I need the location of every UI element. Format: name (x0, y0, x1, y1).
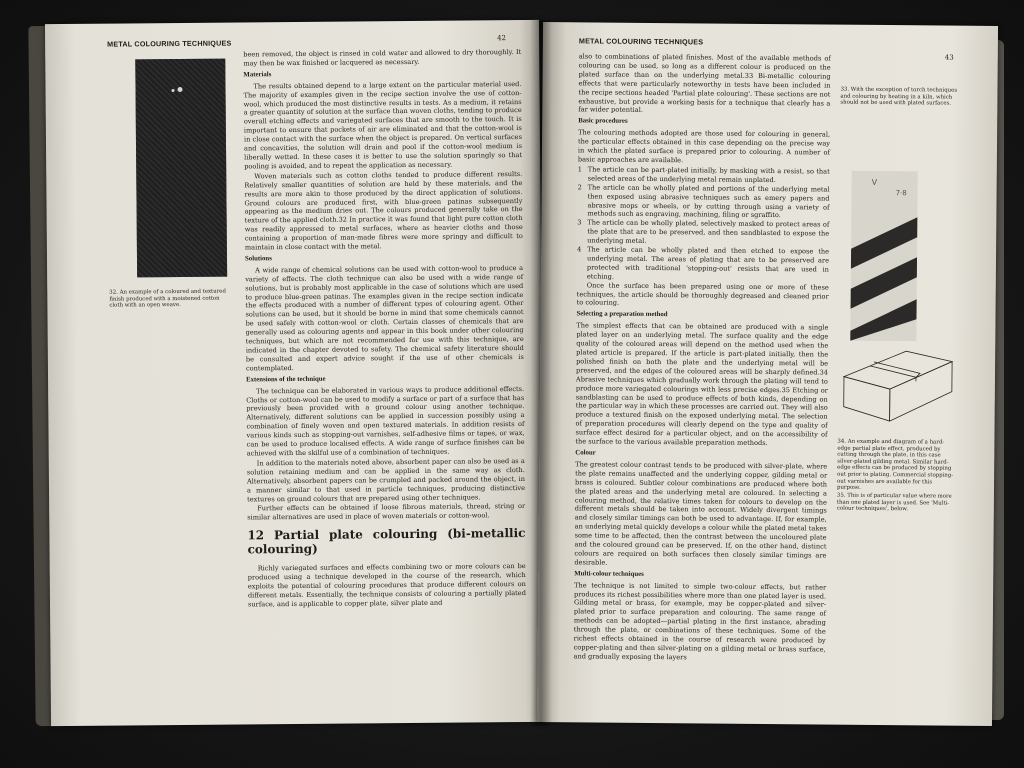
section-heading: Multi-colour techniques (574, 570, 644, 578)
list-text: The article can be wholly plated and then etched to expose the underlying metal. The areas of plating that are to be preserved are protected with traditional 'stopping-out' resists that are used in etching. (586, 245, 830, 281)
section-heading: Basic procedures (578, 117, 628, 126)
list-number: 4 (577, 245, 582, 254)
chapter-title: 12 Partial plate colouring (bi-metallic colouring) (247, 526, 526, 557)
paragraph: been removed, the object is rinsed in cold water and allowed to dry thoroughly. It may then be wax finished or lacquered as necessary. (243, 48, 522, 68)
diagram-groove (870, 362, 920, 377)
page-number: 42 (497, 34, 507, 43)
paragraph: The technique can be elaborated in various ways to produce additional effects. Cloths or cotton-wool can be used to modify a surface or part of a surface that has previously been provided with a ground colour using another technique. Alternatively, different solutions can be applied in succession possibly using a combination of finely woven and open textured materials. In addition resists of various kinds such as stopping-out varnishes, self-adhesive films or tapes, or wax, can be used to produce localised effects. A wide range of surface finishes can be achieved with the skilful use of a combination of techniques. (246, 384, 525, 458)
list-item (578, 165, 830, 185)
paragraph: Further effects can be obtained if loose fibrous materials, thread, string or similar alternatives are used in place of woven materials or cotton-wool. (247, 502, 526, 522)
running-header: METAL COLOURING TECHNIQUES (578, 36, 704, 47)
right-text-column (573, 52, 830, 664)
list-text: The article can be wholly plated, selectively masked to protect areas of the plate that are to be preserved, and then sandblasted to expose the underlying metal. (587, 218, 830, 246)
running-header: METAL COLOURING TECHNIQUES (107, 38, 232, 49)
list-number: 2 (577, 183, 582, 192)
figure-32-caption: 32. An example of a coloured and textured finish produced with a moistened cotton cloth with an open weave. (109, 288, 226, 309)
diagram-front-face (844, 377, 890, 421)
page-number: 43 (944, 53, 954, 62)
paragraph: A wide range of chemical solutions can be used with cotton-wool to produce a variety of effects. The cloth technique can also be used with a wide range of solutions, but is probably most applicable in the case of solutions which are used to produce blue-green patinas. The examples given in the recipe section indicate the effects produced with a number of different types of colouring agent. Other solutions can be used, but it should be borne in mind that some chemicals cannot be used safely with cotton-wool or cloth. Certain classes of chemicals that are generally used as colouring agents and appear in this book under other colouring techniques, but which are not recommended for use with this technique, are indicated in the chapter devoted to safety. The chemical safety literature should be consulted and expert advice sought if the use of other chemicals is contemplated. (245, 263, 524, 373)
section-heading: Selecting a preparation method (576, 310, 668, 319)
list-text: The article can be wholly plated and portions of the underlying metal then exposed using abrasive techniques such as emery papers and abrasive mops or wheels, or by cutting through using a variety of methods such as engraving, machining, filing or sgraffito. (587, 183, 830, 220)
section-heading: Extensions of the technique (246, 375, 326, 384)
list-item (577, 183, 829, 221)
figure-34-caption: 34. An example and diagram of a hard-edge partial plate effect, produced by cutting through the plate, in this case silver-plated gilding metal. Similar hard-edge effects can be produced by stopping out prior to plating. Commercial stopping-out varnishes are available for this purpose. (836, 438, 954, 491)
section-heading: Materials (243, 71, 272, 79)
paragraph: The technique is not limited to simple two-colour effects, but rather produces its richest possibilities where more than one plated layer is used. Gilding metal or brass, for example, may be copper-plated and silver-plated prior to surface preparation and colouring. The same range of methods can be adopted—partial plating in the first instance, abrading through the plate, or combinations of these techniques. Some of the richest effects obtained in the course of research were produced by copper-plating and then silver-plating on a gilding metal or brass surface, and gradually exposing the layers (573, 580, 827, 662)
figure-34-diagram (840, 347, 957, 426)
figure-32-image (135, 59, 227, 278)
diagram-top-face (844, 351, 952, 390)
figure-hole (177, 87, 182, 92)
procedure-list (577, 165, 830, 283)
paragraph: In addition to the materials noted above, absorbent paper can also be used as a solution retaining medium and can be applied in the same way as cloth. Alternatively, absorbent papers can be crumpled and packed around the object, in a manner similar to that used in particle techniques, producing distinctive textures on ground colours that are prepared using other techniques. (246, 456, 526, 503)
diagram-side-face (890, 361, 953, 422)
book-gutter (530, 20, 552, 726)
paragraph: Once the surface has been prepared using one or more of these techniques, the article should be thoroughly degreased and cleaned prior to colouring. (576, 281, 829, 308)
list-number: 1 (577, 165, 583, 174)
figure-35-caption: 35. This is of particular value where more than one plated layer is used. See 'Multi-colour techniques', below. (836, 492, 952, 513)
left-page (45, 20, 545, 726)
figure-label: 7·8 (895, 189, 907, 198)
list-number: 3 (577, 218, 582, 227)
paragraph: The greatest colour contrast tends to be produced with silver-plate, where the plate remains unaffected and the underlying copper, gilding metal or brass is coloured. Subtler colour combinations are produced where both the plated areas and the underlying metal are coloured. In selecting a colouring method, the relative times taken for colours to develop on the different metals should be taken into account. Widely divergent timings and closely similar timings can both be used to advantage. If, for example, an underlying metal quickly develops a colour while the plated metal takes some time to be affected, then the contrast between the uncoloured plate and the coloured ground can be preserved. If, on the other hand, distinct colours are required on both surfaces then closely similar timings are desirable. (574, 460, 828, 567)
figure-34-photo (836, 171, 931, 342)
paragraph: also to combinations of plated finishes. Most of the available methods of colouring can be used, so long as a different colour is produced on the plated surface than on the underlying metal.33 Bi-metallic colouring effects that were particularly noteworthy in tests have been included in the recipe sections headed 'Partial plate colouring'. These sections are not exhaustive, but provide a working basis for a technique that clearly has a far wider potential. (578, 52, 831, 115)
paragraph: Woven materials such as cotton cloths tended to produce different results. Relatively smaller quantities of solution are held by these materials, and the results are more akin to those produced by the direct application of solutions. Ground colours are produced first, with blue-green patinas subsequently appearing as the medium dries out. The colours produced generally take on the texture of the applied cloth.32 In practice it was found that light pure cotton cloth was readily appressed to metal surfaces, where as heavier cloths and those containing a proportion of man-made fibres were more springy and difficult to maintain in close contact with the metal. (244, 169, 523, 252)
right-page (537, 22, 998, 726)
paragraph: The simplest effects that can be obtained are produced with a single plated layer on an underlying metal. The surface quality and the edge quality of the coloured areas will depend on the method used when the plated article is prepared. If the article is part-plated initially, then the polished finish on both the plate and the underlying metal will be preserved, and the edges of the coloured areas will be sharply defined.34 Abrasive techniques which gradually work through the plating will tend to produce more variegated colourings with less precise edges.35 Etching or sandblasting can be used to produce effects of both kinds, depending on the particular way in which these processes are carried out. They will also produce a textured finish on the exposed underlying metal. The selection of preparation procedures will clearly depend on the type and quality of surface effect desired for a particular object, and on the accessibility of the surface to the various available preparation methods. (575, 321, 829, 448)
list-item (577, 219, 829, 248)
section-heading: Solutions (244, 255, 272, 263)
footnote-33: 33. With the exception of torch techniques and colouring by heating in a kiln, which should not be used with plated surfaces. (840, 86, 958, 107)
figure-mark (172, 89, 175, 92)
paragraph: The results obtained depend to a large extent on the particular material used. The majority of examples given in the recipe section involve the use of cotton-wool, which produced the most distinctive results in tests. As a medium, it retains a greater quantity of solution at the surface than woven cloths, tending to produce overall etching effects and variegated surfaces that are smooth to the touch. It is important to ensure that pockets of air are eliminated and that the cotton-wool is in close contact with the surface when the object is prepared. On vertical surfaces and concavities, the solution will drain and pool if the cotton-wool medium is liberally wetted. In these cases it is better to use the solution sparingly so that pooling is avoided, and to repeat the application as necessary. (243, 79, 523, 171)
figure-mark: V (871, 177, 878, 187)
paragraph: The colouring methods adopted are those used for colouring in general, the particular effects obtained in this case depending on the precise way in which the plated surface is prepared prior to colouring. A number of basic approaches are available. (577, 128, 831, 165)
paragraph: Richly variegated surfaces and effects combining two or more colours can be produced using a technique developed in the course of the research, which exploits the potential of colouring procedures that produce different colours on different metals. Essentially, the technique consists of colouring a partially plated surface, and is applicable to copper plate, silver plate and (247, 562, 526, 609)
left-text-column (243, 48, 526, 610)
section-heading: Colour (575, 449, 596, 457)
list-text: The article can be part-plated initially, by masking with a resist, so that selected areas of the underlying metal remain unplated. (587, 165, 830, 184)
list-item (577, 245, 829, 283)
